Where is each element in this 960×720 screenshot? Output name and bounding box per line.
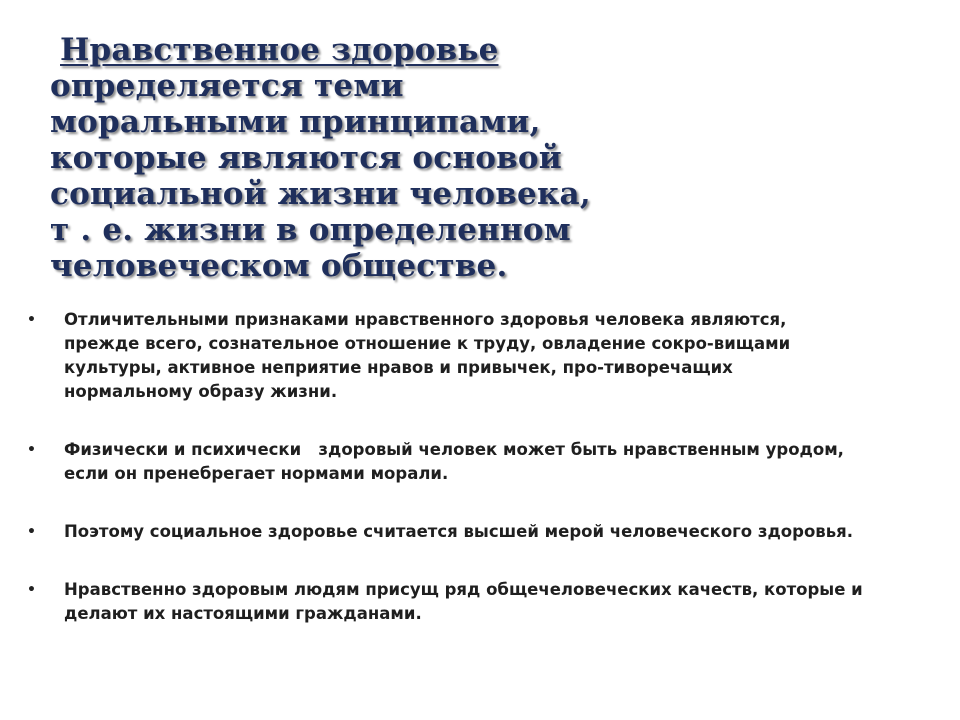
bullet-text-line: прежде всего, сознательное отношение к труду, овладение сокро-вищами — [64, 334, 791, 353]
bullet-icon: • — [27, 312, 36, 328]
bullet-text-line: Нравственно здоровым людям присущ ряд общечеловеческих качеств, которые и — [64, 580, 863, 599]
bullet-text-line: делают их настоящими гражданами. — [64, 604, 422, 623]
title-line: социальной жизни человека, — [50, 176, 591, 212]
bullet-icon: • — [27, 442, 36, 458]
bullet-text-line: Физически и психически здоровый человек может быть нравственным уродом, — [64, 440, 844, 459]
bullet-item — [27, 578, 937, 626]
title-line: т . е. жизни в определенном — [50, 212, 571, 248]
title-line: моральными принципами, — [50, 104, 541, 140]
bullet-text-line: Отличительными признаками нравственного здоровья человека являются, — [64, 310, 787, 329]
bullet-text-line: культуры, активное неприятие нравов и привычек, про-тиворечащих — [64, 358, 733, 377]
bullet-icon: • — [27, 524, 36, 540]
title-line: определяется теми — [50, 68, 404, 104]
title-line: которые являются основой — [50, 140, 562, 176]
bullet-icon: • — [27, 582, 36, 598]
bullet-text-line: нормальному образу жизни. — [64, 382, 338, 401]
bullet-text-line: Поэтому социальное здоровье считается высшей мерой человеческого здоровья. — [64, 522, 854, 541]
title-line: Нравственное здоровье — [60, 32, 499, 68]
bullet-text-line: если он пренебрегает нормами морали. — [64, 464, 449, 483]
bullet-item — [27, 520, 937, 544]
bullet-item — [27, 438, 937, 486]
bullet-list — [27, 308, 937, 626]
slide-title — [50, 32, 610, 284]
bullet-item — [27, 308, 937, 404]
title-line: человеческом обществе. — [50, 248, 508, 284]
